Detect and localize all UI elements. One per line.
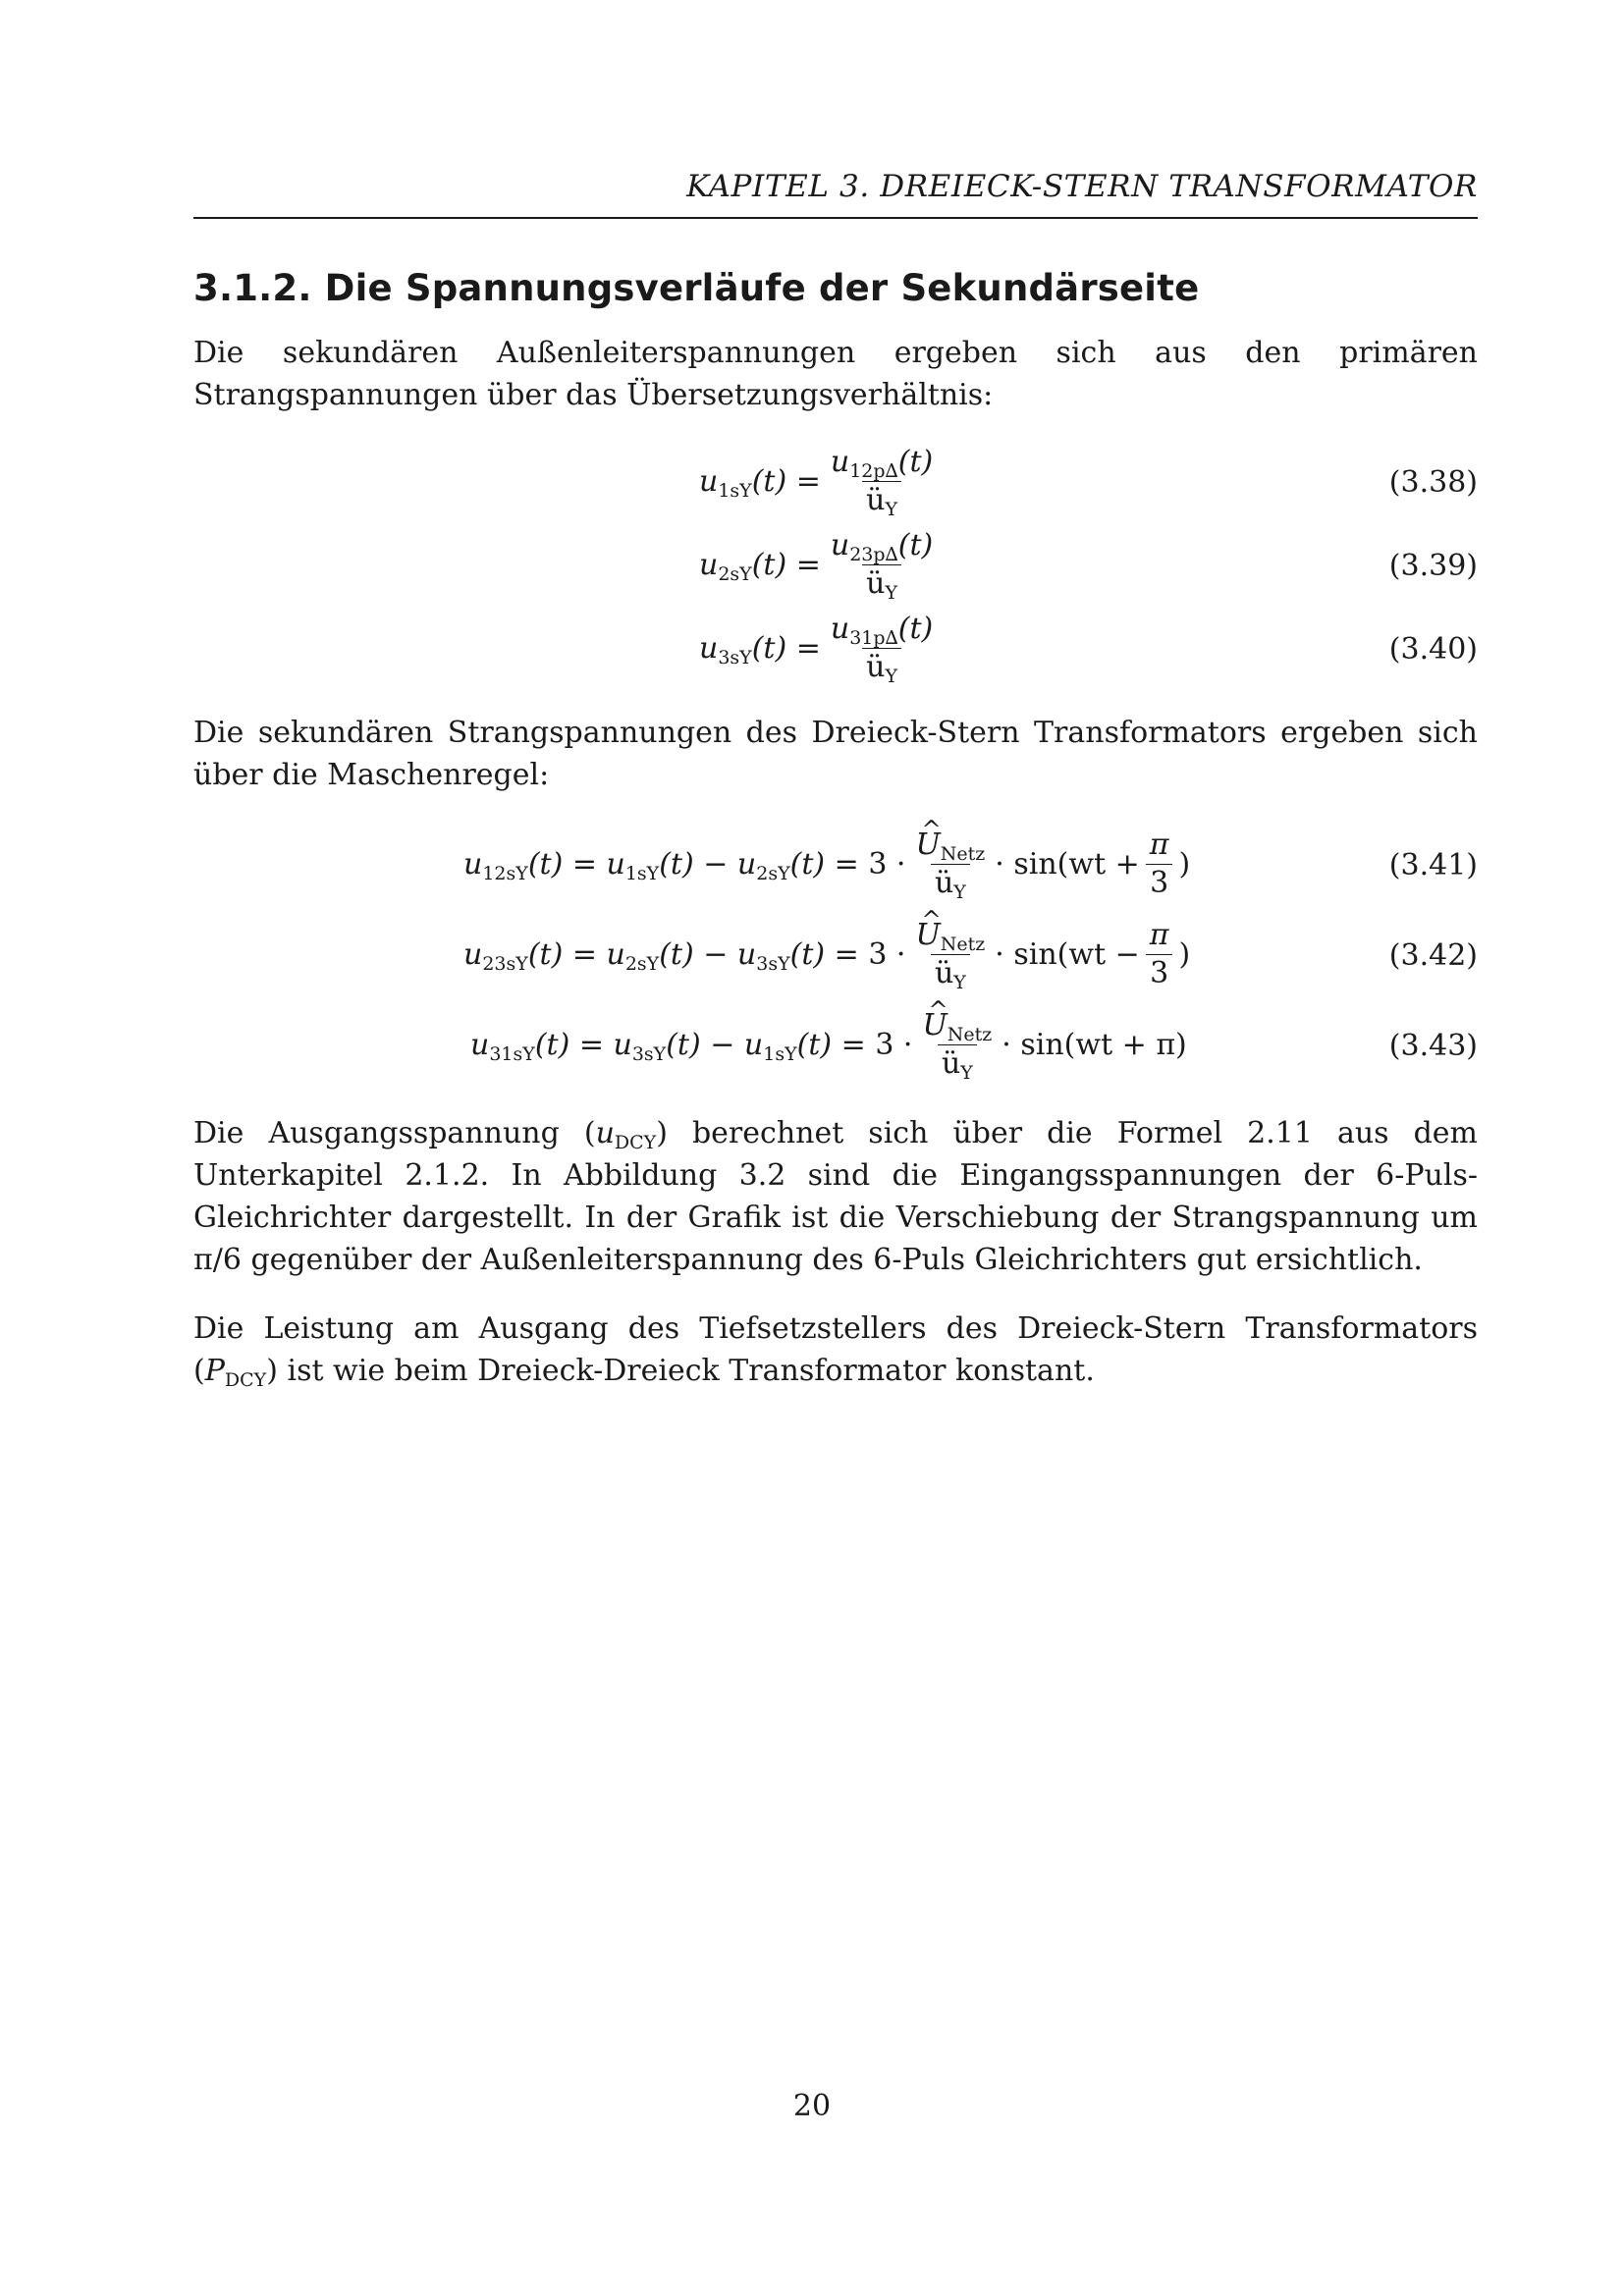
mesh-paragraph: Die sekundären Strangspannungen des Dreieck-Stern Transformators ergeben sich über die Maschenregel:: [193, 716, 1478, 792]
output-voltage-paragraph: Die Ausgangsspannung $(u_{DCY})$ berechnet sich über die Formel 2.11 aus dem Unterkapitel 2.1.2. In Abbildung 3.2 sind die Eingangsspannungen der 6-Puls-Gleichrichter dargestellt. In der Grafik ist die Verschiebung der Strangspannung um π/6 gegenüber der Außenleiterspannung des 6-Puls Gleichrichters gut ersichtlich.: [193, 1116, 1479, 1277]
page-number: 20: [792, 2089, 832, 2123]
eq-fraction: $\frac{u_{12p\Delta}(t)}{ü_Y}$: [830, 444, 934, 520]
equation-number: (3.40): [1388, 632, 1478, 667]
eq-lhs: $u_{3sY}(t)$ =: [699, 630, 821, 668]
eq-fraction: $\frac{u_{23p\Delta}(t)}{ü_Y}$: [830, 527, 934, 604]
equation-number: (3.38): [1388, 465, 1478, 500]
equation-3-38: [193, 440, 1478, 522]
intro-paragraph: Die sekundären Außenleiterspannungen ergeben sich aus den primären Strangspannungen über das Übersetzungsverhältnis:: [193, 336, 1478, 412]
section-title: 3.1.2. Die Spannungsverläufe der Sekundärseite: [193, 267, 1200, 309]
equation-number: (3.39): [1388, 549, 1478, 583]
power-paragraph: Die Leistung am Ausgang des Tiefsetzstellers des Dreieck-Stern Transformators $(P_{DCY})$ ist wie beim Dreieck-Dreieck Transformator konstant.: [193, 1311, 1478, 1391]
equation-3-42: $u_{23sY}(t) = u_{2sY}(t) - u_{3sY}(t)$ = 3 · ^ $\frac{U_{Netz}}{ü_Y}$ · sin(wt − $\frac{\pi}{3}$ ) (3.42): [193, 913, 1478, 995]
eq-lhs: $u_{1sY}(t)$ =: [699, 463, 821, 502]
equation-3-39: [193, 523, 1478, 606]
equation-3-40: [193, 607, 1478, 689]
eq-lhs: $u_{2sY}(t)$ =: [699, 547, 821, 585]
eq-fraction: $\frac{u_{31p\Delta}(t)}{ü_Y}$: [830, 611, 934, 687]
equation-number: (3.43): [1388, 1029, 1478, 1063]
equation-number: (3.41): [1388, 848, 1478, 882]
equation-3-41: $u_{12sY}(t) = u_{1sY}(t) - u_{2sY}(t)$ = 3 · ^ $\frac{U_{Netz}}{ü_Y}$ · sin(wt + $\frac{\pi}{3}$ ) (3.41): [193, 823, 1478, 905]
equation-number: (3.42): [1388, 938, 1478, 973]
running-header: KAPITEL 3. DREIECK-STERN TRANSFORMATOR: [686, 169, 1478, 204]
header-rule: [193, 217, 1478, 219]
equation-3-43: $u_{31sY}(t) = u_{3sY}(t) - u_{1sY}(t)$ = 3 · ^ $\frac{U_{Netz}}{ü_Y}$ · sin(wt + π) (3.43): [193, 1003, 1478, 1086]
